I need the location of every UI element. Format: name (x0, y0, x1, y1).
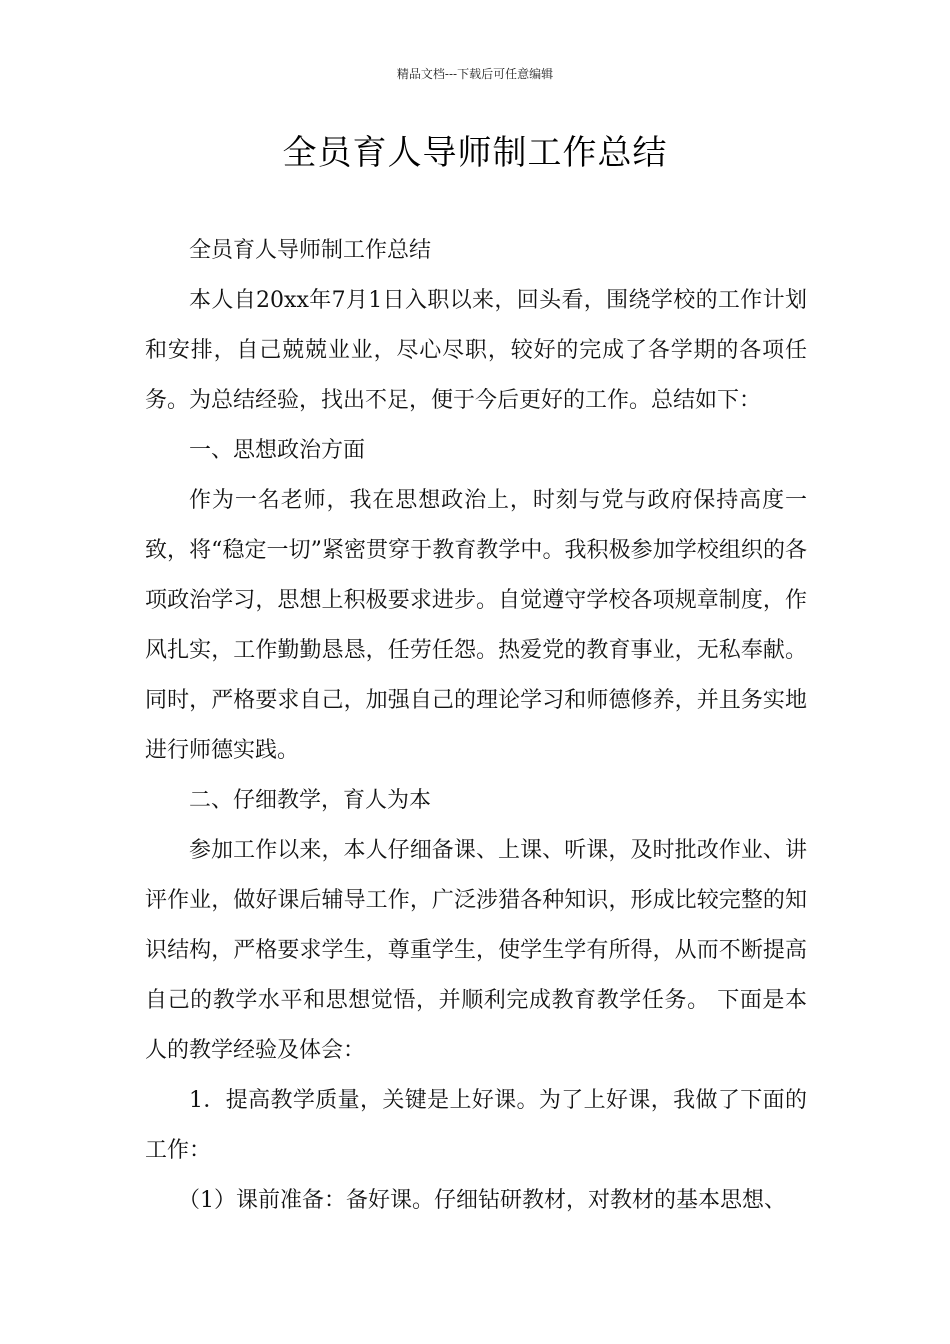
section-heading-political: 一、思想政治方面 (189, 438, 366, 463)
paragraph-item-1-1: （1）课前准备：备好课。仔细钻研教材，对教材的基本思想、 (178, 1188, 786, 1213)
document-title: 全员育人导师制工作总结 (282, 133, 668, 173)
paragraph-teaching: 参加工作以来，本人仔细备课、上课、听课，及时批改作业、讲评作业，做好课后辅导工作，广泛涉猎各种知识，形成比较完整的知识结构，严格要求学生，尊重学生，使学生学有所得，从而不断提高自己的教学水平和思想觉悟，并顺利完成教育教学任务。 下面是本人的教学经验及体会： (145, 838, 807, 1063)
paragraph-political: 作为一名老师，我在思想政治上，时刻与党与政府保持高度一致，将“稳定一切”紧密贯穿于教育教学中。我积极参加学校组织的各项政治学习，思想上积极要求进步。自觉遵守学校各项规章制度，作风扎实，工作勤勤恳恳，任劳任怨。热爱党的教育事业，无私奉献。同时，严格要求自己，加强自己的理论学习和师德修养，并且务实地进行师德实践。 (145, 488, 807, 763)
document-body (145, 226, 807, 1226)
section-heading-teaching: 二、仔细教学，育人为本 (189, 788, 432, 813)
paragraph-item-1: 1．提高教学质量，关键是上好课。为了上好课，我做了下面的工作： (145, 1088, 807, 1163)
paragraph-subtitle: 全员育人导师制工作总结 (189, 238, 432, 263)
header-note: 精品文档---下载后可任意编辑 (396, 67, 554, 81)
paragraph-intro: 本人自20xx年7月1日入职以来，回头看，围绕学校的工作计划和安排，自己兢兢业业，尽心尽职，较好的完成了各学期的各项任务。为总结经验，找出不足，便于今后更好的工作。总结如下： (145, 288, 807, 413)
